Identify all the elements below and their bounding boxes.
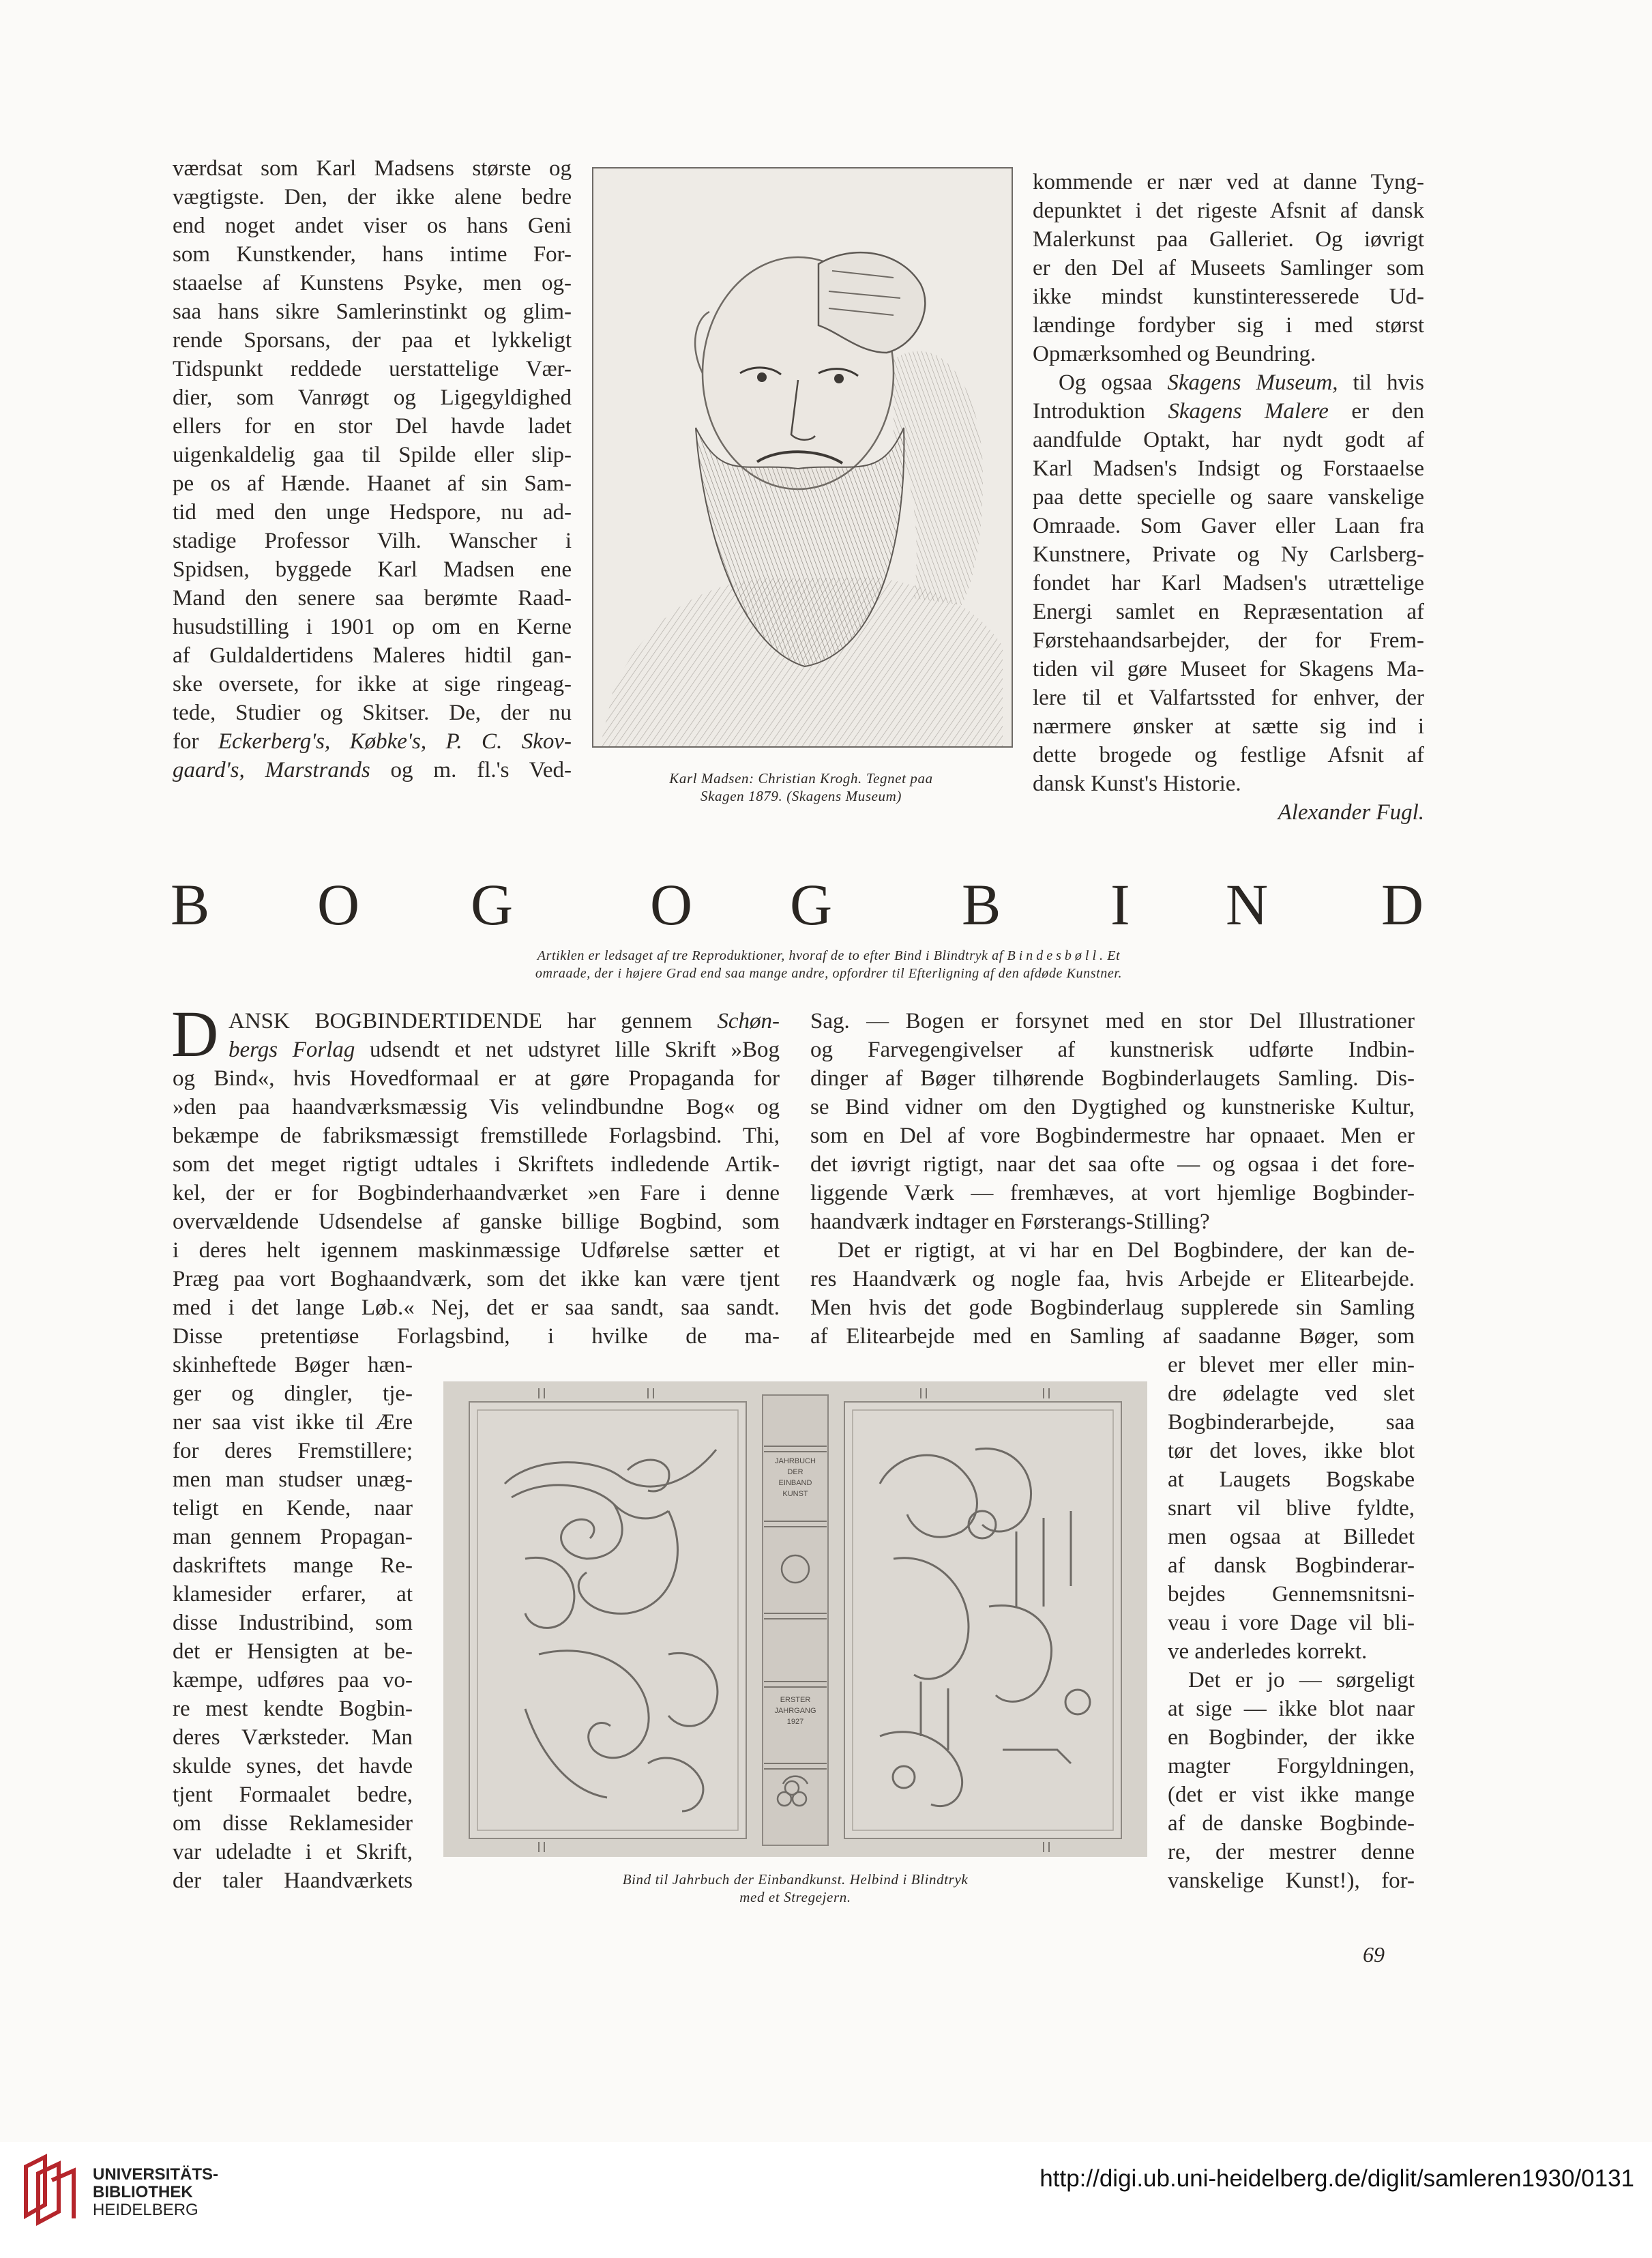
text-line: liggende Værk — fremhæves, at vort hjemlige Bogbinder- <box>810 1181 1415 1205</box>
text-line: ikke mindst kunstinteresserede Ud- <box>1033 284 1424 309</box>
text-line: stadige Professor Vilh. Wanscher i <box>173 529 572 553</box>
text-line: kel, der er for Bogbinderhaandværket »en Fare i denne <box>173 1181 780 1205</box>
text-line: for Eckerberg's, Købke's, P. C. Skov- <box>173 729 572 754</box>
spine-text: KUNST <box>782 1490 808 1498</box>
text-line: dre ødelagte ved slet <box>1168 1381 1415 1406</box>
text-line: bejdes Gennemsnitsni- <box>1168 1582 1415 1607</box>
text-line: Det er jo — sørgeligt <box>1188 1668 1415 1692</box>
drop-cap: D <box>171 997 219 1070</box>
spine-text: JAHRBUCH <box>775 1457 816 1465</box>
text-line: Introduktion Skagens Malere er den <box>1033 399 1424 424</box>
title-letter: G <box>790 872 833 937</box>
text-line: se Bind vidner om den Dygtighed og kunstneriske Kultur, <box>810 1095 1415 1119</box>
text-line: Mand den senere saa berømte Raad- <box>173 586 572 611</box>
spine-text: 1927 <box>786 1718 804 1726</box>
text-line: Præg paa vort Boghaandværk, som det ikke kan være tjent <box>173 1267 780 1291</box>
title-letter: G <box>471 872 514 937</box>
text-line: lændinge fordyber sig i med størst <box>1033 313 1424 338</box>
text-line: værdsat som Karl Madsens største og <box>173 156 572 181</box>
library-footer <box>0 2142 1652 2258</box>
text-line: Energi samlet en Repræsentation af <box>1033 600 1424 624</box>
library-name: UNIVERSITÄTS- BIBLIOTHEK HEIDELBERG <box>93 2165 219 2219</box>
book-binding-figure <box>443 1381 1147 1857</box>
text-line: dinger af Bøger tilhørende Bogbinderlaugets Samling. Dis- <box>810 1066 1415 1091</box>
portrait-drawing <box>593 168 1012 746</box>
text-line: er den Del af Museets Samlinger som <box>1033 256 1424 280</box>
portrait-figure <box>592 167 1013 748</box>
spine-text: ERSTER <box>780 1696 811 1704</box>
text-line: som Kunstkender, hans intime For- <box>173 242 572 267</box>
text-line: Sag. — Bogen er forsynet med en stor Del Illustrationer <box>810 1009 1415 1033</box>
text-line: tede, Studier og Skitser. De, der nu <box>173 701 572 725</box>
portrait-caption-line2: Skagen 1879. (Skagens Museum) <box>700 788 902 804</box>
title-letter: D <box>1381 872 1424 937</box>
text-line: at sige — ikke blot naar <box>1168 1697 1415 1721</box>
text-line: pe os af Hænde. Haanet af sin Sam- <box>173 471 572 496</box>
spine-text: JAHRGANG <box>774 1707 816 1715</box>
signature: Alexander Fugl. <box>1278 800 1424 825</box>
text-line: kommende er nær ved at danne Tyng- <box>1033 170 1424 194</box>
book-binding-illustration <box>443 1381 1147 1857</box>
text-line: var udeladte i et Skrift, <box>173 1840 413 1864</box>
text-line: i deres helt igennem maskinmæssige Udførelse sætter et <box>173 1238 780 1263</box>
text-line: er blevet mer eller min- <box>1168 1353 1415 1377</box>
spine-text: DER <box>787 1468 803 1476</box>
text-line: af dansk Bogbinderar- <box>1168 1553 1415 1578</box>
text-line: ner saa vist ikke til Ære <box>173 1410 413 1435</box>
title-letter: I <box>1110 872 1130 937</box>
text-line: bergs Forlag udsendt et net udstyret lille Skrift »Bog <box>228 1038 780 1062</box>
text-line: nærmere ønsker at sætte sig ind i <box>1033 714 1424 739</box>
text-line: tør det loves, ikke blot <box>1168 1439 1415 1463</box>
text-line: dier, som Vanrøgt og Ligegyldighed <box>173 385 572 410</box>
text-line: det er Hensigten at be- <box>173 1639 413 1664</box>
text-line: fondet har Karl Madsen's utrættelige <box>1033 571 1424 596</box>
title-letter: O <box>650 872 693 937</box>
text-line: tid med den unge Hedspore, nu ad- <box>173 500 572 525</box>
text-line: deres Værksteder. Man <box>173 1725 413 1750</box>
text-line: dette brogede og festlige Afsnit af <box>1033 743 1424 767</box>
text-line: Og ogsaa Skagens Museum, til hvis <box>1059 370 1424 395</box>
title-letter: B <box>962 872 1001 937</box>
text-line: ske oversete, for ikke at sige ringeag- <box>173 672 572 697</box>
text-line: Spidsen, byggede Karl Madsen ene <box>173 557 572 582</box>
text-line: saa hans sikre Samlerinstinkt og glim- <box>173 299 572 324</box>
spine-text: EINBAND <box>778 1479 812 1487</box>
text-line: af Guldaldertidens Maleres hidtil gan- <box>173 643 572 668</box>
text-line: som en Del af vore Bogbindermestre har opnaaet. Men er <box>810 1124 1415 1148</box>
text-line: disse Industribind, som <box>173 1611 413 1635</box>
text-line: dansk Kunst's Historie. <box>1033 772 1241 796</box>
text-line: vanskelige Kunst!), for- <box>1168 1868 1415 1893</box>
text-line: daskriftets mange Re- <box>173 1553 413 1578</box>
text-line: rende Sporsans, der paa et lykkeligt <box>173 328 572 353</box>
text-line: re, der mestrer denne <box>1168 1840 1415 1864</box>
text-line: der taler Haandværkets <box>173 1868 413 1893</box>
text-line: tjent Formaalet bedre, <box>173 1783 413 1807</box>
title-letter: N <box>1226 872 1269 937</box>
text-line: Bogbinderarbejde, saa <box>1168 1410 1415 1435</box>
text-line: veau i vore Dage vil bli- <box>1168 1611 1415 1635</box>
subtitle-line2: omraade, der i højere Grad end saa mange andre, opfordrer til Efterligning af den afdøde Kunstner. <box>535 966 1123 981</box>
text-line: end noget andet viser os hans Geni <box>173 214 572 238</box>
text-line: snart vil blive fyldte, <box>1168 1496 1415 1521</box>
text-line: re mest kendte Bogbin- <box>173 1697 413 1721</box>
text-line: haandværk indtager en Førsterangs-Stilling? <box>810 1209 1210 1234</box>
text-line: for deres Fremstillere; <box>173 1439 413 1463</box>
title-letter: O <box>317 872 360 937</box>
text-line: Karl Madsen's Indsigt og Forstaaelse <box>1033 456 1424 481</box>
text-line: vægtigste. Den, der ikke alene bedre <box>173 185 572 209</box>
text-line: (det er vist ikke mange <box>1168 1783 1415 1807</box>
text-line: Opmærksomhed og Beundring. <box>1033 342 1316 366</box>
text-line: klamesider erfarer, at <box>173 1582 413 1607</box>
text-line: staaelse af Kunstens Psyke, men og- <box>173 271 572 295</box>
library-logo-icon <box>18 2153 86 2228</box>
text-line: bekæmpe de fabriksmæssigt fremstillede Forlagsbind. Thi, <box>173 1124 780 1148</box>
text-line: kæmpe, udføres paa vo- <box>173 1668 413 1692</box>
text-line: lere til et Valfartssted for enhver, der <box>1033 686 1424 710</box>
text-line: og Farvegengivelser af kunstnerisk udførte Indbin- <box>810 1038 1415 1062</box>
text-line: men ogsaa at Billedet <box>1168 1525 1415 1549</box>
text-line: res Haandværk og nogle faa, hvis Arbejde er Elitearbejde. <box>810 1267 1415 1291</box>
text-line: teligt en Kende, naar <box>173 1496 413 1521</box>
book-caption-line2: med et Stregejern. <box>739 1889 851 1905</box>
article-subtitle <box>382 947 1275 982</box>
text-line: paa dette specielle og saare vanskelige <box>1033 485 1424 510</box>
text-line: som det meget rigtigt udtales i Skriftets indledende Artik- <box>173 1152 780 1177</box>
text-line: af de danske Bogbinde- <box>1168 1811 1415 1836</box>
text-line: skinheftede Bøger hæn- <box>173 1353 413 1377</box>
text-line: »den paa haandværksmæssig Vis velindbundne Bog« og <box>173 1095 780 1119</box>
portrait-caption-line1: Karl Madsen: Christian Krogh. Tegnet paa <box>669 770 933 787</box>
text-line: gaard's, Marstrands og m. fl.'s Ved- <box>173 758 572 782</box>
text-line: ve anderledes korrekt. <box>1168 1639 1368 1664</box>
text-line: Det er rigtigt, at vi har en Del Bogbindere, der kan de- <box>838 1238 1415 1263</box>
text-line: Disse pretentiøse Forlagsbind, i hvilke de ma- <box>173 1324 780 1349</box>
text-line: skulde synes, det havde <box>173 1754 413 1778</box>
book-caption <box>443 1871 1147 1906</box>
text-line: det iøvrigt rigtigt, naar det saa ofte — og ogsaa i det fore- <box>810 1152 1415 1177</box>
text-line: at Laugets Bogskabe <box>1168 1467 1415 1492</box>
text-line: aandfulde Optakt, har nydt godt af <box>1033 428 1424 452</box>
text-line: Men hvis det gode Bogbinderlaug supplerede sin Samling <box>810 1295 1415 1320</box>
text-line: husudstilling i 1901 op om en Kerne <box>173 615 572 639</box>
text-line: om disse Reklamesider <box>173 1811 413 1836</box>
text-line: depunktet i det rigeste Afsnit af dansk <box>1033 199 1424 223</box>
text-line: ellers for en stor Del havde ladet <box>173 414 572 439</box>
text-line: overvældende Udsendelse af ganske billige Bogbind, som <box>173 1209 780 1234</box>
text-line: uigenkaldelig gaa til Spilde eller slip- <box>173 443 572 467</box>
text-line: magter Forgyldningen, <box>1168 1754 1415 1778</box>
text-line: tiden vil gøre Museet for Skagens Ma- <box>1033 657 1424 681</box>
text-line: Malerkunst paa Galleriet. Og iøvrigt <box>1033 227 1424 252</box>
text-line: man gennem Propagan- <box>173 1525 413 1549</box>
text-line: og Bind«, hvis Hovedformaal er at gøre Propaganda for <box>173 1066 780 1091</box>
portrait-caption <box>585 769 1017 805</box>
text-line: men man studser unæg- <box>173 1467 413 1492</box>
text-line: af Elitearbejde med en Samling af saadanne Bøger, som <box>810 1324 1415 1349</box>
subtitle-line1: Artiklen er ledsaget af tre Reproduktioner, hvoraf de to efter Bind i Blindtryk af Bindesbøll. Et <box>537 948 1121 963</box>
text-line: Tidspunkt reddede uerstattelige Vær- <box>173 357 572 381</box>
text-line: ANSK BOGBINDERTIDENDE har gennem Schøn- <box>228 1009 780 1033</box>
text-line: en Bogbinder, der ikke <box>1168 1725 1415 1750</box>
text-line: Førstehaandsarbejder, der for Frem- <box>1033 628 1424 653</box>
text-line: ger og dingler, tje- <box>173 1381 413 1406</box>
text-line: Kunstnere, Private og Ny Carlsberg- <box>1033 542 1424 567</box>
title-letter: B <box>171 872 210 937</box>
text-line: med i det lange Løb.« Nej, det er saa sandt, saa sandt. <box>173 1295 780 1320</box>
source-url-link[interactable]: http://digi.ub.uni-heidelberg.de/diglit/samleren1930/0131 <box>1039 2165 1634 2192</box>
book-caption-line1: Bind til Jahrbuch der Einbandkunst. Helbind i Blindtryk <box>622 1871 969 1888</box>
text-line: Omraade. Som Gaver eller Laan fra <box>1033 514 1424 538</box>
page-number: 69 <box>1363 1942 1385 1967</box>
